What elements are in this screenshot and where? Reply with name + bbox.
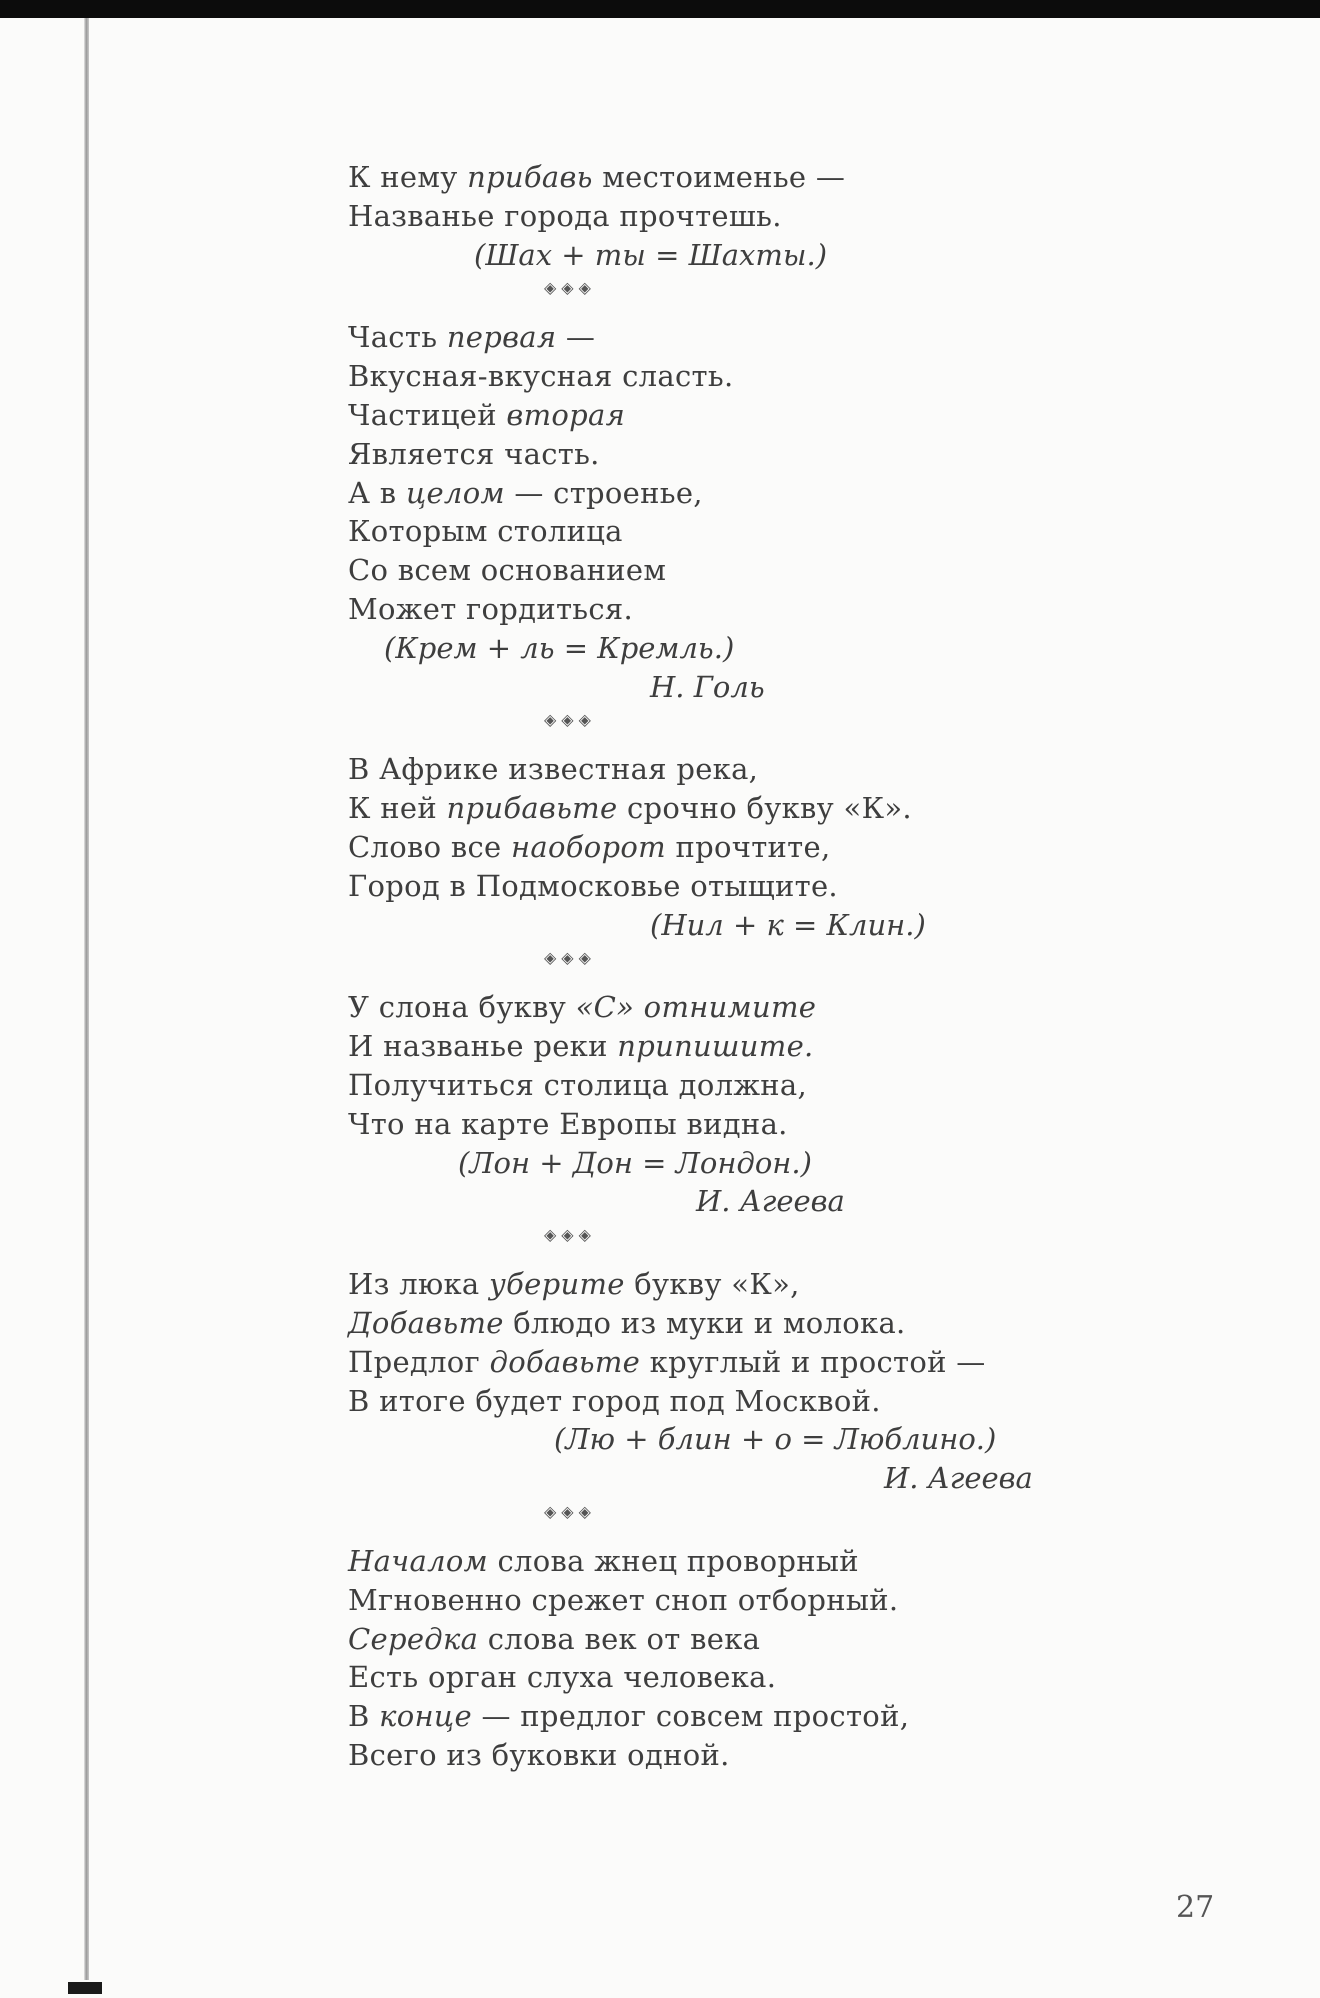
verse-text: Слово все [348, 829, 512, 864]
riddle-block [348, 158, 1108, 274]
page-text-column [348, 158, 1108, 1775]
riddle-answer: (Шах + ты = Шахты.) [474, 237, 828, 272]
riddle-answer: (Лю + блин + о = Люблино.) [554, 1422, 997, 1457]
verse-line [348, 1027, 1108, 1066]
verse-text: Предлог [348, 1344, 490, 1379]
verse-line [348, 1658, 1108, 1697]
verse-emphasis: наоборот [511, 829, 666, 864]
verse-line [348, 318, 1108, 357]
verse-emphasis: первая [446, 320, 557, 355]
verse-line [348, 750, 1108, 789]
riddle-separator [348, 1221, 1108, 1265]
verse-text: Получиться столица должна, [348, 1067, 808, 1102]
verse-emphasis: Середка [348, 1621, 479, 1656]
verse-line [348, 1736, 1108, 1775]
verse-text: Является часть. [348, 436, 600, 471]
verse-emphasis: конце [379, 1699, 472, 1734]
verse-line [348, 1620, 1108, 1659]
diamond-ornament-icon: ◈◈◈ [544, 1501, 596, 1521]
verse-text: букву «К», [624, 1267, 800, 1302]
verse-line [348, 1382, 1108, 1421]
verse-line [348, 789, 1108, 828]
verse-text: Мгновенно срежет сноп отборный. [348, 1582, 899, 1617]
verse-text: Есть орган слуха человека. [348, 1660, 777, 1695]
riddle-author: Н. Голь [650, 669, 765, 704]
riddle-answer: (Крем + ль = Кремль.) [384, 630, 735, 665]
riddle-separator [348, 706, 1108, 750]
verse-line [348, 197, 1108, 236]
diamond-ornament-icon: ◈◈◈ [544, 710, 596, 730]
verse-line [348, 158, 1108, 197]
verse-text: Вкусная-вкусная сласть. [348, 359, 734, 394]
verse-text: У слона букву [348, 990, 576, 1025]
verse-text: Что на карте Европы видна. [348, 1106, 788, 1141]
verse-line [348, 512, 1108, 551]
scan-bottom-corner [68, 1982, 102, 1994]
verse-text: — предлог совсем простой, [471, 1699, 910, 1734]
verse-text: круглый и простой — [640, 1344, 986, 1379]
verse-text: И названье реки [348, 1029, 618, 1064]
verse-text: слова век от века [478, 1621, 761, 1656]
verse-line [348, 988, 1108, 1027]
verse-text: Всего из буковки одной. [348, 1737, 730, 1772]
riddle-block [348, 318, 1108, 706]
verse-text: В Африке известная река, [348, 752, 759, 787]
verse-emphasis: целом [405, 475, 505, 510]
verse-line [348, 1105, 1108, 1144]
riddle-author: И. Агеева [696, 1184, 845, 1219]
book-spine-shadow [84, 18, 89, 1980]
verse-text: — строенье, [504, 475, 703, 510]
verse-line [348, 1066, 1108, 1105]
verse-emphasis: уберите [489, 1267, 625, 1302]
verse-text: В [348, 1699, 380, 1734]
riddle-answer: (Лон + Дон = Лондон.) [458, 1145, 812, 1180]
verse-line [348, 357, 1108, 396]
riddle-block [348, 988, 1108, 1221]
verse-emphasis: Добавьте [348, 1305, 504, 1340]
verse-text: Может гордиться. [348, 591, 634, 626]
verse-line [348, 1343, 1108, 1382]
riddle-answer: (Нил + к = Клин.) [650, 907, 926, 942]
riddle-separator [348, 274, 1108, 318]
verse-line [348, 1304, 1108, 1343]
verse-text: Город в Подмосковье отыщите. [348, 868, 838, 903]
verse-emphasis: вторая [506, 397, 626, 432]
riddle-block [348, 750, 1108, 944]
verse-text: местоименье — [592, 160, 846, 194]
verse-text: Со всем основанием [348, 553, 667, 588]
verse-line [348, 867, 1108, 906]
verse-text: — [556, 320, 596, 355]
riddle-block [348, 1265, 1108, 1498]
verse-line [348, 1697, 1108, 1736]
page-number: 27 [1176, 1890, 1215, 1925]
verse-emphasis: припишите. [617, 1029, 814, 1064]
verse-line [348, 435, 1108, 474]
verse-text: блюдо из муки и молока. [503, 1305, 906, 1340]
scan-top-edge [0, 0, 1320, 18]
verse-line [348, 551, 1108, 590]
diamond-ornament-icon: ◈◈◈ [544, 948, 596, 968]
riddle-separator [348, 944, 1108, 988]
verse-emphasis: добавьте [489, 1344, 641, 1379]
riddle-author: И. Агеева [884, 1461, 1033, 1496]
verse-text: слова жнец проворный [487, 1543, 859, 1578]
verse-emphasis: прибавьте [446, 791, 618, 826]
verse-text: Часть [348, 320, 447, 355]
verse-line [348, 1581, 1108, 1620]
verse-text: Из люка [348, 1267, 490, 1302]
verse-emphasis: «С» отнимите [575, 990, 817, 1025]
verse-line [348, 1542, 1108, 1581]
verse-text: В итоге будет город под Москвой. [348, 1383, 881, 1418]
verse-line [348, 396, 1108, 435]
verse-text: Которым столица [348, 514, 623, 549]
verse-text: срочно букву «К». [617, 791, 912, 826]
diamond-ornament-icon: ◈◈◈ [544, 278, 596, 298]
verse-line [348, 828, 1108, 867]
riddle-block [348, 1542, 1108, 1775]
verse-text: Названье города прочтешь. [348, 198, 782, 233]
verse-line [348, 1265, 1108, 1304]
verse-emphasis: Началом [348, 1543, 488, 1578]
verse-line [348, 474, 1108, 513]
diamond-ornament-icon: ◈◈◈ [544, 1225, 596, 1245]
verse-text: А в [348, 475, 406, 510]
verse-text: прочтите, [665, 829, 831, 864]
verse-line [348, 590, 1108, 629]
verse-emphasis: прибавь [467, 160, 593, 194]
verse-text: К нему [348, 160, 468, 194]
verse-text: Частицей [348, 397, 507, 432]
verse-text: К ней [348, 791, 447, 826]
riddle-separator [348, 1498, 1108, 1542]
